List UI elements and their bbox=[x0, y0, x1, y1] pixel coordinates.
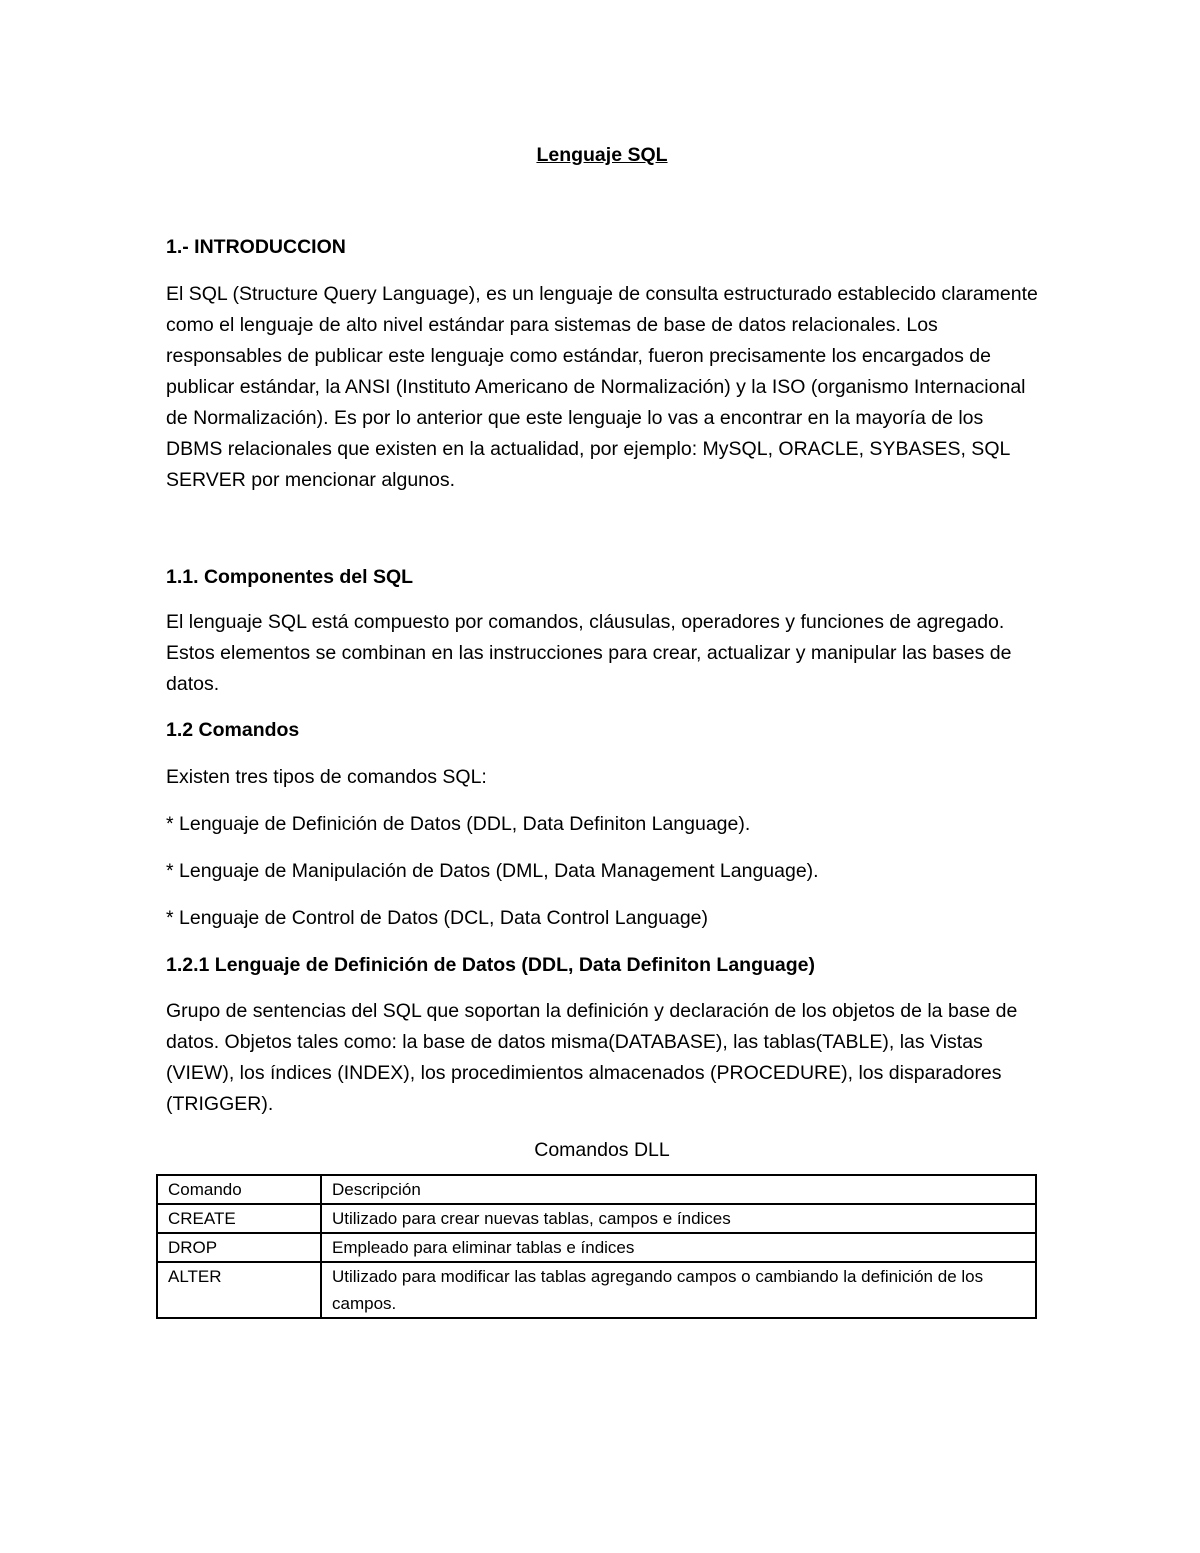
table-title: Comandos DLL bbox=[534, 1139, 670, 1161]
comandos-item-ddl: * Lenguaje de Definición de Datos (DDL, Data Definiton Language). bbox=[166, 813, 751, 835]
intro-heading: 1.- INTRODUCCION bbox=[166, 236, 346, 258]
table-row bbox=[157, 1233, 1036, 1262]
comandos-item-dcl: * Lenguaje de Control de Datos (DCL, Data Control Language) bbox=[166, 907, 709, 929]
intro-paragraph: El SQL (Structure Query Language), es un lenguaje de consulta estructurado establecido claramente como el lenguaje de alto nivel estándar para sistemas de base de datos relacionales. Los responsables de publicar este lenguaje como estándar, fueron precisamente los encargados de publicar estándar, la ANSI (Instituto Americano de Normalización) y la ISO (organismo Internacional de Normalización). Es por lo anterior que este lenguaje lo vas a encontrar en la mayoría de los DBMS relacionales que existen en la actualidad, por ejemplo: MySQL, ORACLE, SYBASES, SQL SERVER por mencionar algunos. bbox=[166, 283, 1038, 491]
document-title: Lenguaje SQL bbox=[536, 144, 668, 166]
comandos-item-dml: * Lenguaje de Manipulación de Datos (DML, Data Management Language). bbox=[166, 860, 819, 882]
ddl-paragraph: Grupo de sentencias del SQL que soportan la definición y declaración de los objetos de la base de datos. Objetos tales como: la base de datos misma(DATABASE), las tablas(TABLE), las Vistas (VIEW), los índices (INDEX), los procedimientos almacenados (PROCEDURE), los disparadores (TRIGGER). bbox=[166, 1000, 1018, 1115]
command-cell: ALTER bbox=[157, 1262, 321, 1318]
description-cell: Utilizado para modificar las tablas agregando campos o cambiando la definición de los campos. bbox=[321, 1262, 1036, 1318]
componentes-paragraph: El lenguaje SQL está compuesto por comandos, cláusulas, operadores y funciones de agregado. Estos elementos se combinan en las instrucciones para crear, actualizar y manipular las bases de datos. bbox=[166, 611, 1012, 695]
document-page bbox=[166, 140, 1038, 1313]
header-comando: Comando bbox=[157, 1175, 321, 1204]
comandos-intro: Existen tres tipos de comandos SQL: bbox=[166, 766, 487, 788]
description-cell: Empleado para eliminar tablas e índices bbox=[321, 1233, 1036, 1262]
commands-table bbox=[156, 1174, 1037, 1319]
header-descripcion: Descripción bbox=[321, 1175, 1036, 1204]
componentes-heading: 1.1. Componentes del SQL bbox=[166, 566, 414, 588]
table-row bbox=[157, 1262, 1036, 1318]
ddl-heading: 1.2.1 Lenguaje de Definición de Datos (DDL, Data Definiton Language) bbox=[166, 954, 815, 976]
command-cell: DROP bbox=[157, 1233, 321, 1262]
table-header-row bbox=[157, 1175, 1036, 1204]
command-cell: CREATE bbox=[157, 1204, 321, 1233]
table-row bbox=[157, 1204, 1036, 1233]
comandos-heading: 1.2 Comandos bbox=[166, 719, 300, 741]
description-cell: Utilizado para crear nuevas tablas, campos e índices bbox=[321, 1204, 1036, 1233]
